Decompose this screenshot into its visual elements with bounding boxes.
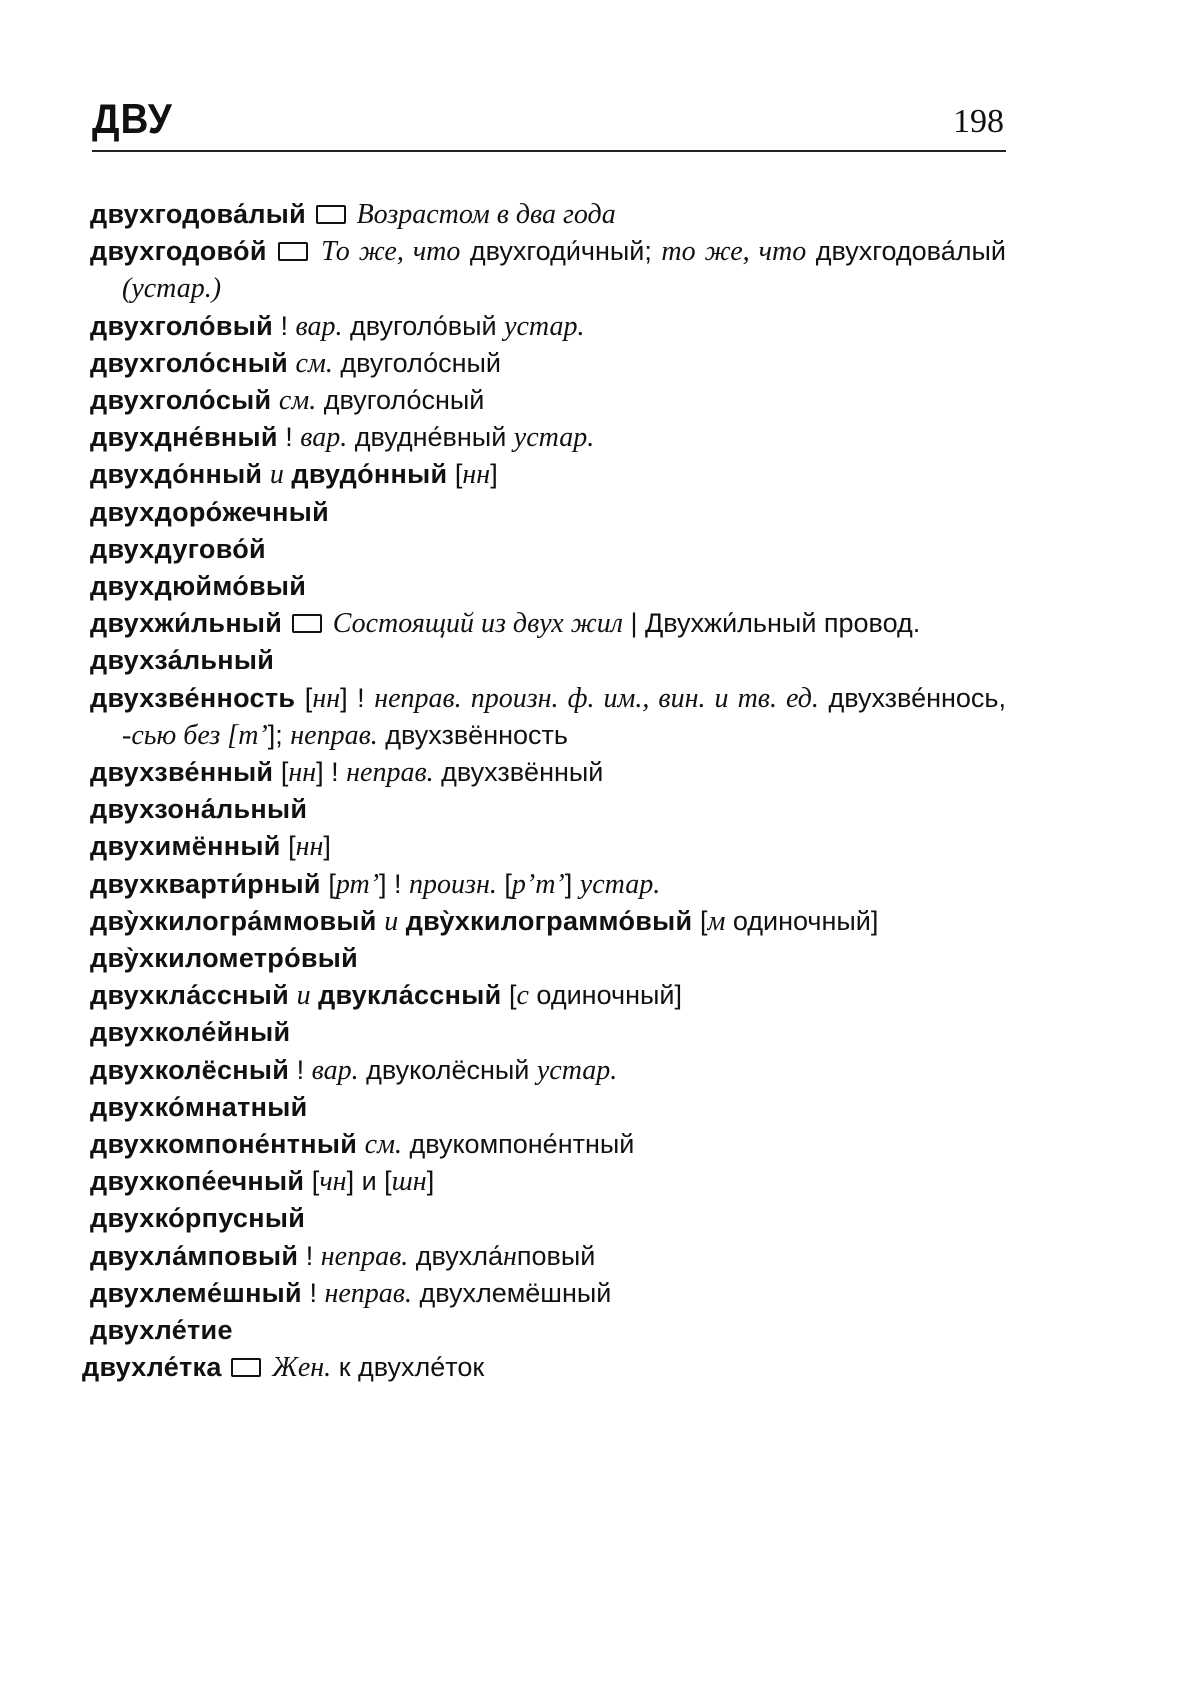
page-number: 198 [953,103,1004,140]
entry-text: повый [516,1240,596,1271]
entry-headword: двухле́тие [90,1315,233,1346]
dictionary-entry [90,382,1006,419]
dictionary-entry [90,605,1006,642]
entry-label-italic: устар. [536,1054,618,1086]
entry-headword: двухзона́льный [90,794,308,825]
entry-label-italic: То же, что [312,236,461,268]
entry-text [398,906,406,936]
entry-headword: двухдо́нный [90,459,263,490]
entry-label-italic: нн [295,831,324,863]
entry-headword: двухла́мповый [90,1240,299,1271]
entry-headword: двухко́мнатный [90,1091,308,1122]
dictionary-entry [90,1089,1006,1126]
entry-label-italic: неправ. [290,719,378,751]
entry-text: ] [564,868,580,899]
entry-label-italic: нн [312,682,341,714]
dictionary-entry [90,1014,1006,1051]
entry-headword: двухколе́йный [90,1017,291,1048]
entry-headword: двухдюймо́вый [90,571,307,602]
entry-text: ! [277,422,301,453]
entry-text: двуколёсный [358,1054,537,1085]
entry-headword: двухкварти́рный [90,868,321,899]
entry-label-italic: вар. [295,310,343,342]
entry-label-italic: см. [295,347,333,379]
entry-label-italic: вар. [300,422,348,454]
entry-text: [ [447,459,463,490]
entry-headword: двухлеме́шный [90,1277,302,1308]
entry-text: ] [490,459,498,490]
dictionary-entry [90,568,1006,605]
entry-text [282,608,290,638]
entry-text: [ [304,1166,320,1197]
entry-label-italic: м [707,905,726,937]
entry-variant-headword: дву̀хкилограммо́вый [405,905,693,936]
entry-headword: двухкопе́ечный [90,1166,305,1197]
entry-text: ] и [ [346,1166,392,1197]
entry-text: двухгоди́чный; [460,236,662,267]
entry-text: двухзве́ннось, [818,682,1006,713]
entry-label-italic: -сью без [ [122,719,239,751]
entry-headword: двухколёсный [90,1054,290,1085]
entry-text: к двухле́ток [331,1352,485,1383]
entry-headword: двухжи́льный [90,608,283,639]
entry-headword: двухдугово́й [90,533,266,564]
dictionary-entry [90,308,1006,345]
entry-label-italic: и [269,459,284,491]
entry-text: ] [323,831,331,862]
dictionary-entry [90,419,1006,456]
entry-label-italic: шн [391,1166,427,1198]
dictionary-entry [90,977,1006,1014]
entry-headword: двухзве́нный [90,757,274,788]
entry-text: ! [289,1054,312,1085]
entry-label-italic: рʼтʼ [511,868,565,900]
dictionary-entry [90,233,1006,307]
entry-label-italic: и [296,980,311,1012]
dictionary-entry [90,1312,1006,1349]
entry-text: одиночный] [725,905,879,936]
dictionary-entry [90,1275,1006,1312]
entry-label-italic: с [516,980,529,1012]
entry-label-italic: Возрастом в два года [349,199,616,230]
entry-headword: двухле́тка [82,1352,222,1383]
entry-variant-headword: двукла́ссный [318,980,502,1011]
entry-text [289,980,297,1010]
entry-headword: двухголо́вый [90,310,273,341]
entry-label-italic: неправ. произн. ф. им., вин. и тв. ед. [374,682,819,714]
dictionary-entry [90,1200,1006,1237]
definition-box-icon [231,1358,261,1377]
header-rule-divider [92,150,1006,152]
entry-label-italic: тʼ [238,719,268,751]
entry-text: одиночный] [528,980,682,1011]
entry-text [262,459,270,489]
entry-text: ! [298,1240,321,1271]
entry-text: ! [301,1277,325,1308]
entry-label-italic: Жен. [265,1352,332,1384]
dictionary-entry [90,1052,1006,1089]
entry-label-italic: (устар.) [122,273,222,305]
entry-text [357,1129,365,1159]
running-head-word: ДВУ [92,95,173,142]
entry-label-italic: нн [288,757,317,789]
entry-headword: двухгодова́лый [90,199,307,229]
dictionary-entry [90,345,1006,382]
entry-label-italic: и [384,905,399,937]
entry-label-italic: неправ. [324,1277,412,1309]
dictionary-entry [90,456,1006,493]
entry-text: ] ! [379,868,410,899]
entry-label-italic: неправ. [346,757,434,789]
dictionary-entry [90,494,1006,531]
entry-label-italic: произн. [409,868,497,900]
entry-headword: двухкла́ссный [90,980,290,1011]
entry-text: [ [501,980,517,1011]
dictionary-entry [90,642,1006,679]
definition-box-icon [278,242,308,261]
entry-text: ] ! [340,682,375,713]
entry-text: двухгодова́лый [806,236,1006,267]
entry-headword: двухзве́нность [90,682,296,713]
entry-text: двудне́вный [347,422,514,453]
entry-text [311,980,319,1010]
entry-text: ! [272,310,296,341]
entry-text [267,236,276,266]
entry-headword: двухза́льный [90,645,275,676]
entry-text: [ [692,905,708,936]
dictionary-entry [90,531,1006,568]
entry-label-italic: н [503,1240,517,1272]
entry-label-italic: устар. [513,422,595,454]
entry-label-italic: ртʼ [335,868,380,900]
entry-text: [ [320,868,336,899]
entry-headword: двухко́рпусный [90,1203,306,1234]
entry-text: двухлемёшный [411,1277,612,1308]
entry-label-italic: устар. [504,310,585,342]
dictionary-entry [90,940,1006,977]
entry-label-italic: см. [278,385,317,417]
definition-box-icon [316,205,346,224]
entry-text: [ [280,831,296,862]
entry-label-italic: нн [462,459,491,491]
dictionary-entry [90,828,1006,865]
entry-text: двухзвённый [433,757,604,788]
entry-variant-headword: двудо́нный [291,459,448,490]
entry-label-italic: см. [364,1129,402,1161]
dictionary-entry [90,791,1006,828]
entry-headword: двухгодово́й [90,236,267,267]
entry-headword: дву̀хкилометро́вый [90,943,359,974]
entry-label-italic: чн [319,1166,347,1198]
entry-text: ]; [267,719,291,750]
entry-text [306,199,314,229]
dictionary-entry [90,903,1006,940]
entry-text: двуголо́сный [332,347,501,378]
entry-text: [ [496,868,512,899]
entry-label-italic: Состоящий из двух жил [325,608,623,640]
dictionary-entry [90,1163,1006,1200]
entry-text [222,1352,230,1382]
dictionary-entry [90,866,1006,903]
dictionary-entries-list [82,196,1006,1387]
entry-label-italic: то же, что [661,236,807,268]
entry-text: двукомпоне́нтный [401,1129,635,1160]
dictionary-entry [90,1238,1006,1275]
entry-text [288,348,296,378]
entry-text: ] [426,1166,435,1197]
entry-label-italic: неправ. [320,1240,409,1272]
entry-text: двухла́ [408,1240,504,1271]
entry-text: [ [295,682,313,713]
entry-headword: двухголо́сный [90,347,289,378]
dictionary-entry [90,1126,1006,1163]
dictionary-entry [82,1349,1006,1386]
entry-label-italic: устар. [579,868,661,900]
entry-text: двуголо́сный [316,385,485,416]
entry-headword: двухдне́вный [90,422,278,453]
dictionary-entry [90,196,1006,233]
entry-headword: двухдоро́жечный [90,496,330,527]
running-head [92,96,1004,146]
entry-headword: дву̀хкилогра́ммовый [90,905,377,936]
entry-text [271,385,279,415]
entry-headword: двухголо́сый [90,385,272,416]
entry-headword: двухимённый [90,831,281,862]
entry-text: двухзвённость [377,719,568,750]
entry-text: | Двухжи́льный провод. [622,608,921,639]
entry-text: ] ! [316,757,347,788]
entry-text: [ [273,757,289,788]
dictionary-entry [90,680,1006,754]
entry-text: двуголо́вый [342,310,505,341]
definition-box-icon [292,614,322,633]
dictionary-entry [90,754,1006,791]
entry-label-italic: вар. [311,1054,359,1086]
entry-headword: двухкомпоне́нтный [90,1129,358,1160]
